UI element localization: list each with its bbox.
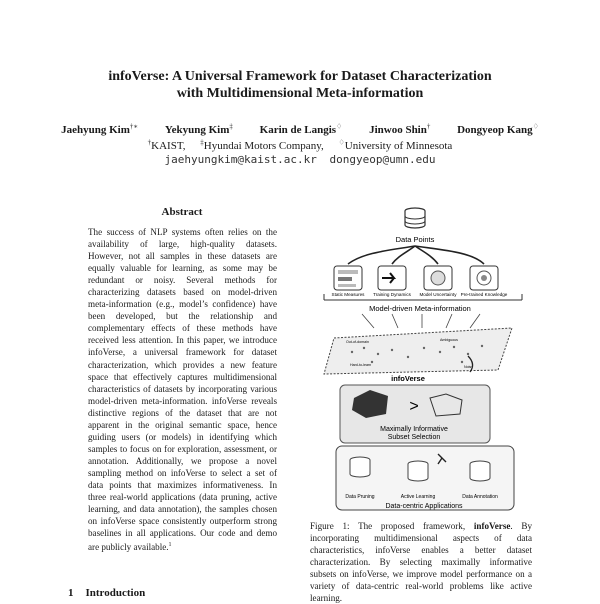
cluster-label: Noisy: [464, 365, 473, 369]
db-icon: [470, 461, 490, 481]
meta-box-knowledge: [470, 266, 498, 290]
abstract-body: [88, 226, 277, 553]
author-list: [0, 122, 600, 136]
database-icon: [405, 208, 425, 228]
db-icon: [408, 461, 428, 481]
paper-title: [0, 68, 600, 102]
abstract-heading: Abstract: [161, 206, 203, 218]
flow-arrows: [362, 314, 480, 328]
meta-item-label: Pre-trained Knowledge: [460, 292, 508, 297]
subset-label-line2: Subset Selection: [387, 434, 441, 441]
infoverse-label: infoVerse: [391, 374, 425, 383]
meta-item-label: Training Dynamics: [373, 292, 411, 297]
branch-lines: [348, 246, 484, 264]
meta-box-static: [334, 266, 362, 290]
author: Jinwoo Shin†: [369, 122, 431, 136]
cluster-label: Out-of-domain: [346, 340, 369, 344]
cluster-label: Hard-to-learn: [350, 363, 372, 367]
title-line-2: with Multidimensional Meta-information: [176, 86, 424, 101]
meta-box-uncertainty: [424, 266, 452, 290]
caption-name: infoVerse: [473, 521, 511, 531]
app-label: Data Pruning: [345, 494, 375, 500]
affiliation: †KAIST,: [147, 138, 186, 152]
affiliation: ♢University of Minnesota: [338, 138, 453, 152]
emails: [0, 153, 600, 166]
email-link[interactable]: dongyeop@umn.edu: [329, 153, 436, 166]
db-icon: [350, 457, 370, 477]
footnote-mark[interactable]: 1: [168, 542, 172, 549]
meta-box-training: [378, 266, 406, 290]
meta-item-label: Model Uncertainty: [419, 292, 457, 297]
app-label: Active Learning: [400, 494, 436, 500]
section-heading: 1 Introduction: [68, 587, 146, 599]
affiliations: [0, 138, 600, 152]
app-label: Data Annotation: [462, 494, 498, 500]
abstract-text: The success of NLP systems often relies on the availability of large, high-quality datasets. However, not all samples in these datasets are equally valuable for learning, as some may be redundant or noisy. Several methods for characterizing datasets based on model-driven meta-information (e.g., model’s confidence) have been developed, but the relationship and complementary effects of these methods have received less attention. In this paper, we introduce infoVerse, a universal framework for dataset characterization, which provides a new feature space that effectively captures multidimensional characteristics of datasets by incorporating various model-driven meta-information. infoVerse reveals distinctive regions of the dataset that are not apparent in the original semantic space, hence guiding users (or models) in identifying which samples to focus on for exploration, assessment, or annotation. Additionally, we propose a novel sampling method on infoVerse to select a set of data points that maximizes informativeness. In three real-world applications (data pruning, active learning, and data annotation), the samples chosen on infoVerse space consistently outperform strong baselines in all applications. Our code and demo are publicly available.: [88, 227, 277, 553]
author: Jaehyung Kim†∗: [61, 122, 139, 136]
title-line-1: infoVerse: A Universal Framework for Dataset Characterization: [108, 69, 492, 84]
author: Dongyeop Kang♢: [457, 122, 539, 136]
cluster-label: Ambiguous: [440, 338, 458, 342]
figure-caption: Figure 1: The proposed framework, infoVerse. By incorporating multidimensional aspects of data characteristics, infoVerse enables a better dataset characterization. By selecting maximally informative subsets on infoVerse, we improve model performance on a variety of data-centric real-world problems like active learning.: [310, 521, 532, 604]
compare-symbol: >: [409, 398, 419, 415]
email-link[interactable]: jaehyungkim@kaist.ac.kr: [164, 153, 317, 166]
subset-label-line1: Maximally Informative: [380, 426, 448, 433]
meta-item-label: Static Measures: [331, 292, 365, 297]
affiliation: ‡Hyundai Motors Company,: [200, 138, 324, 152]
meta-info-title: Model-driven Meta-information: [369, 304, 471, 313]
author: Yekyung Kim‡: [164, 122, 233, 136]
data-points-label: Data Points: [395, 235, 435, 244]
author: Karin de Langis♢: [259, 122, 343, 136]
applications-title: Data-centric Applications: [385, 503, 463, 510]
framework-figure: [312, 202, 534, 514]
